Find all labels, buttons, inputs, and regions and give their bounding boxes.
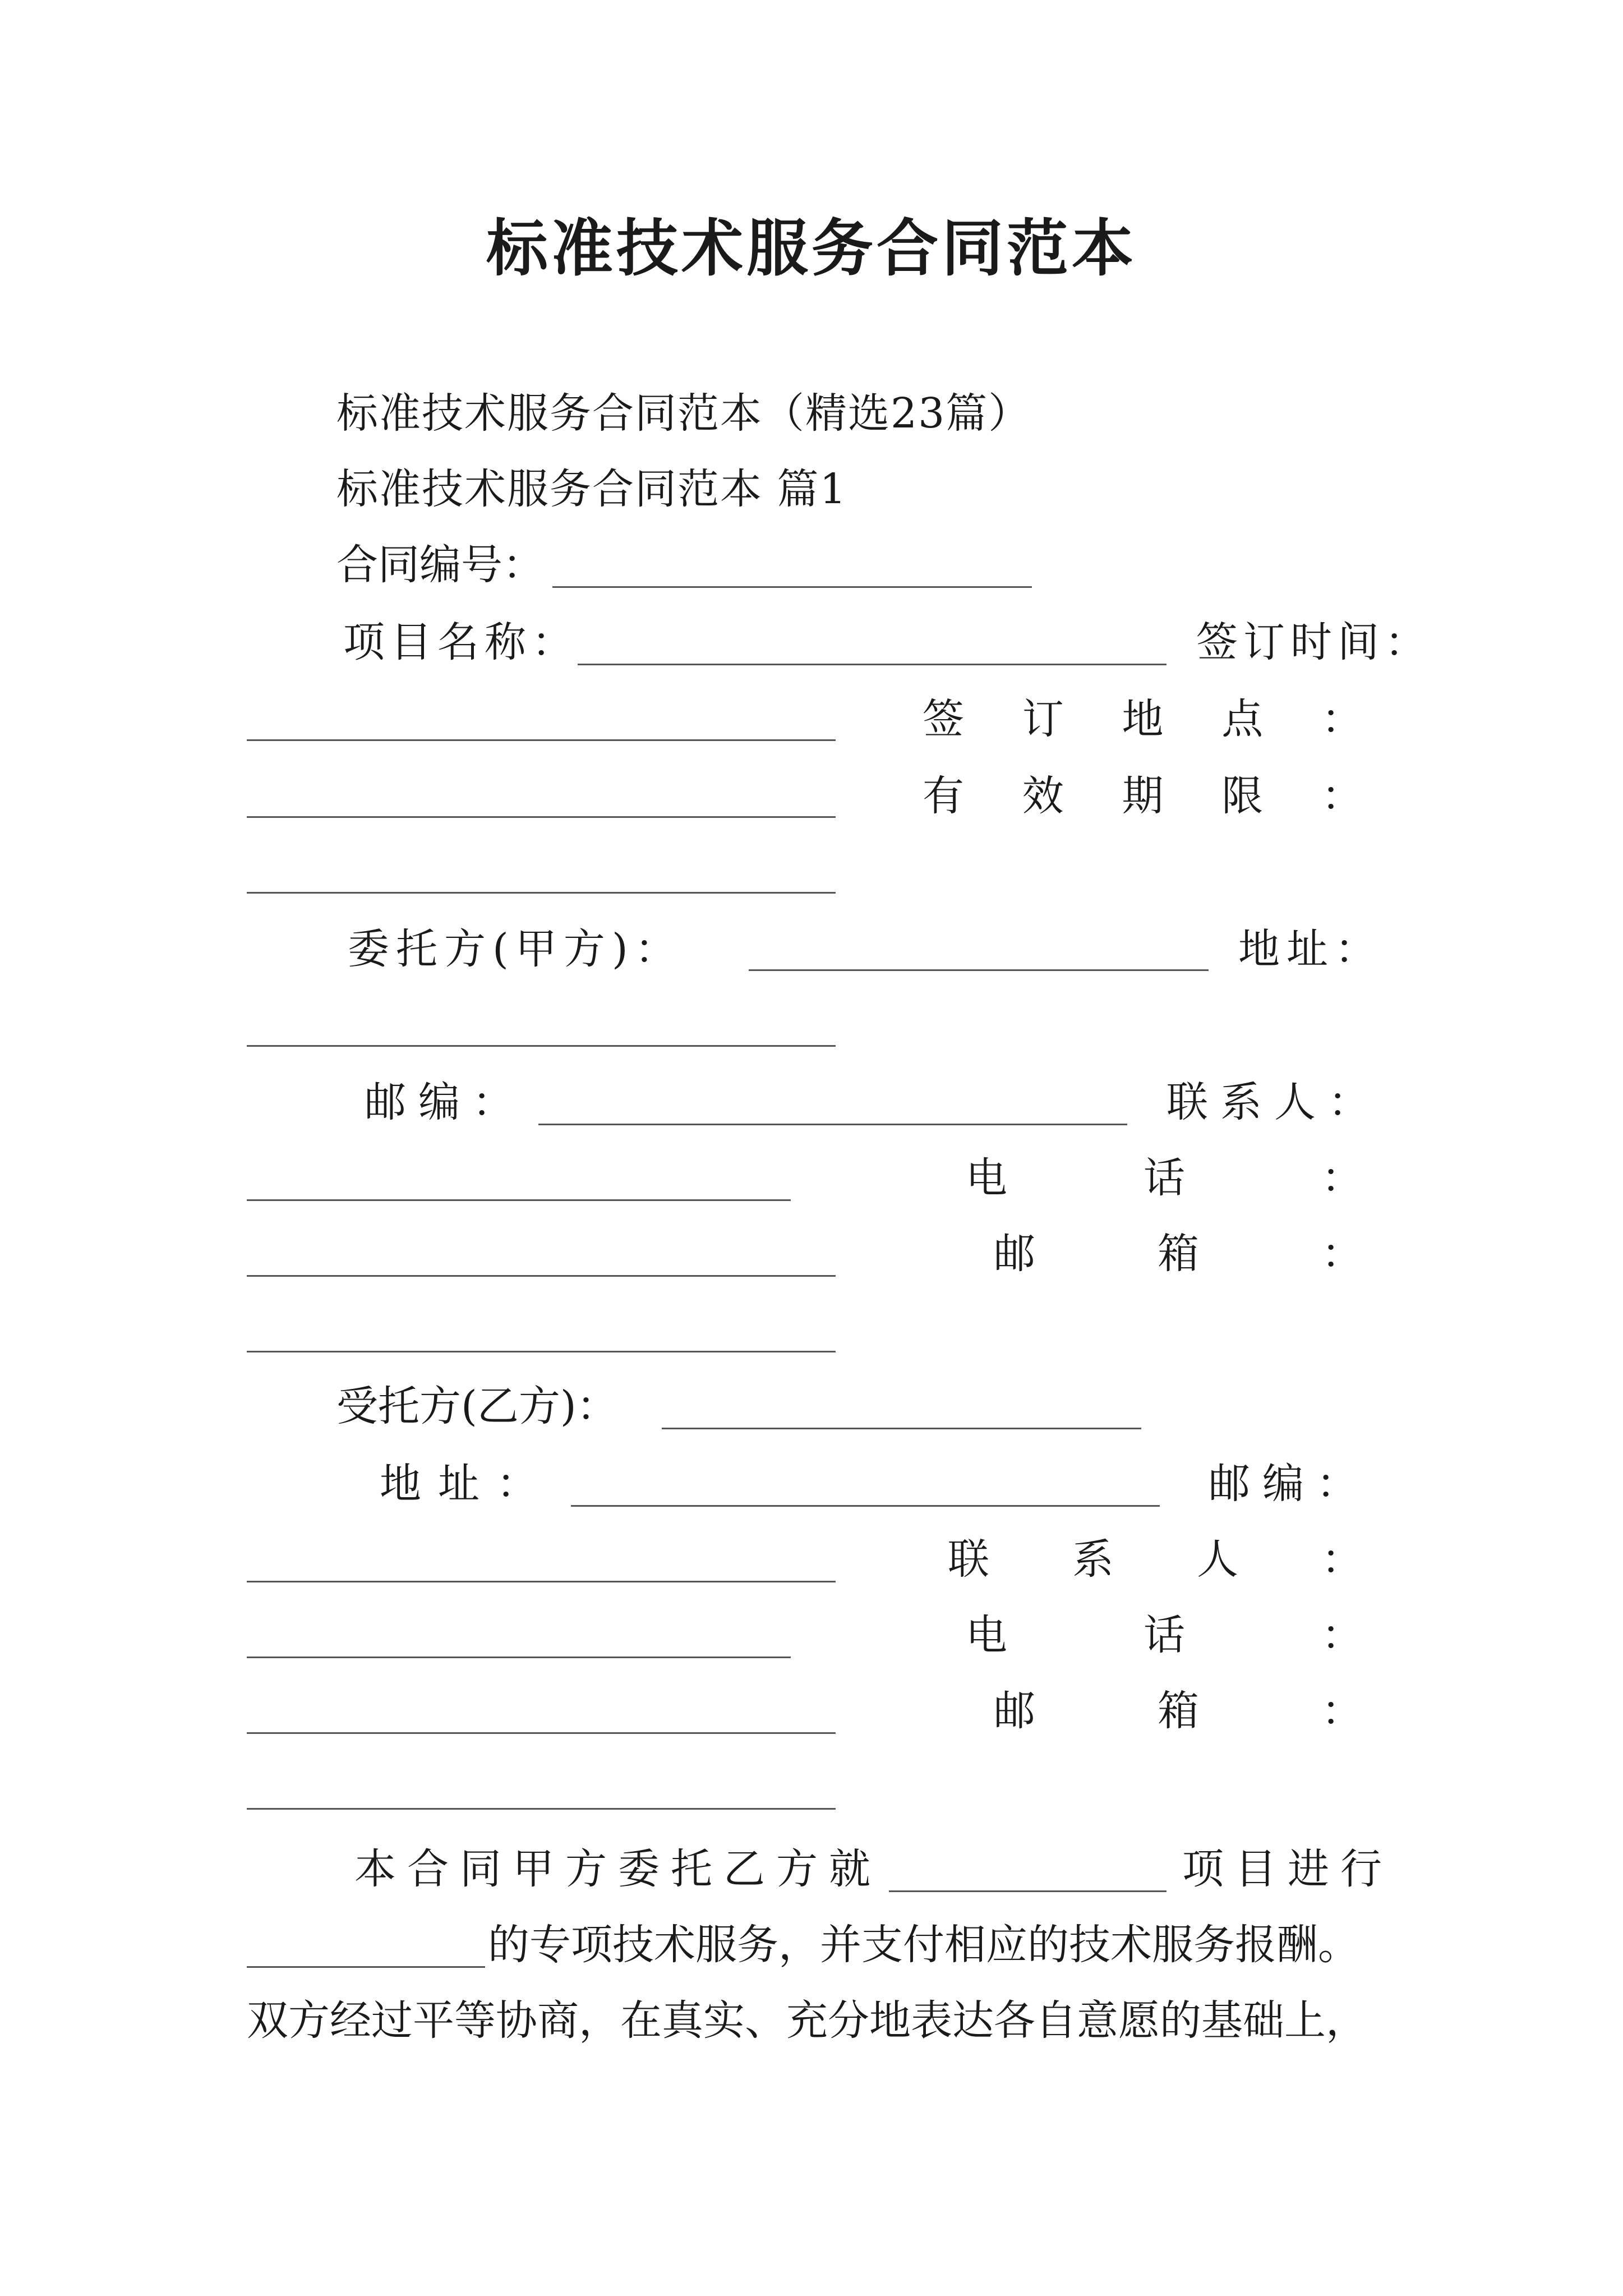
body-line-1-end: 项目进行 bbox=[1182, 1845, 1393, 1893]
party-a-address-blank[interactable] bbox=[247, 1045, 836, 1047]
sign-time-blank[interactable] bbox=[247, 739, 836, 741]
document-subtitle: 标准技术服务合同范本（精选23篇） bbox=[336, 389, 1031, 438]
party-a-phone-label: 电 话 ： bbox=[966, 1154, 1363, 1202]
party-b-address-blank[interactable] bbox=[571, 1505, 1160, 1507]
party-b-email-blank[interactable] bbox=[247, 1808, 836, 1810]
party-b-contact-blank[interactable] bbox=[247, 1657, 791, 1658]
sign-time-label: 签订时间： bbox=[1196, 618, 1432, 666]
validity-label: 有 效 期 限 ： bbox=[923, 772, 1363, 820]
party-a-phone-blank[interactable] bbox=[247, 1275, 836, 1277]
party-b-label: 受托方(乙方)： bbox=[336, 1382, 618, 1430]
sign-place-label: 签 订 地 点 ： bbox=[923, 695, 1363, 743]
party-a-postcode-blank[interactable] bbox=[538, 1124, 1127, 1125]
party-b-name-blank[interactable] bbox=[662, 1428, 1141, 1429]
party-b-postcode-label: 邮编： bbox=[1209, 1460, 1370, 1508]
party-b-contact-label: 联 系 人 ： bbox=[948, 1535, 1363, 1584]
party-a-contact-blank[interactable] bbox=[247, 1199, 791, 1201]
party-a-address-label: 地址： bbox=[1238, 925, 1383, 973]
section-heading: 标准技术服务合同范本 篇1 bbox=[336, 465, 847, 513]
party-b-email-label: 邮 箱 ： bbox=[994, 1687, 1363, 1735]
project-blank[interactable] bbox=[889, 1890, 1166, 1892]
contract-number-label: 合同编号： bbox=[336, 541, 544, 589]
party-a-name-blank[interactable] bbox=[749, 969, 1209, 971]
project-name-label: 项目名称： bbox=[343, 618, 579, 666]
project-name-blank[interactable] bbox=[578, 664, 1166, 665]
party-a-postcode-label: 邮编： bbox=[365, 1078, 526, 1126]
contract-number-blank[interactable] bbox=[552, 586, 1032, 588]
party-a-email-label: 邮 箱 ： bbox=[994, 1230, 1363, 1278]
service-blank[interactable] bbox=[247, 1966, 485, 1968]
party-b-phone-blank[interactable] bbox=[247, 1732, 836, 1734]
party-a-label: 委托方(甲方)： bbox=[348, 925, 683, 973]
party-a-contact-label: 联系人： bbox=[1166, 1078, 1382, 1126]
party-b-postcode-blank[interactable] bbox=[247, 1581, 836, 1582]
party-b-phone-label: 电 话 ： bbox=[966, 1611, 1363, 1659]
party-b-address-label: 地址： bbox=[380, 1460, 555, 1508]
sign-place-blank[interactable] bbox=[247, 816, 836, 818]
validity-blank[interactable] bbox=[247, 892, 836, 894]
body-line-3: 双方经过平等协商，在真实、充分地表达各自意愿的基础上， bbox=[247, 1996, 1367, 2045]
party-a-email-blank[interactable] bbox=[247, 1351, 836, 1352]
body-line-2: 的专项技术服务，并支付相应的技术服务报酬。 bbox=[488, 1921, 1359, 1969]
body-line-1-start: 本合同甲方委托乙方就 bbox=[354, 1845, 882, 1893]
document-title: 标准技术服务合同范本 bbox=[486, 212, 1137, 284]
